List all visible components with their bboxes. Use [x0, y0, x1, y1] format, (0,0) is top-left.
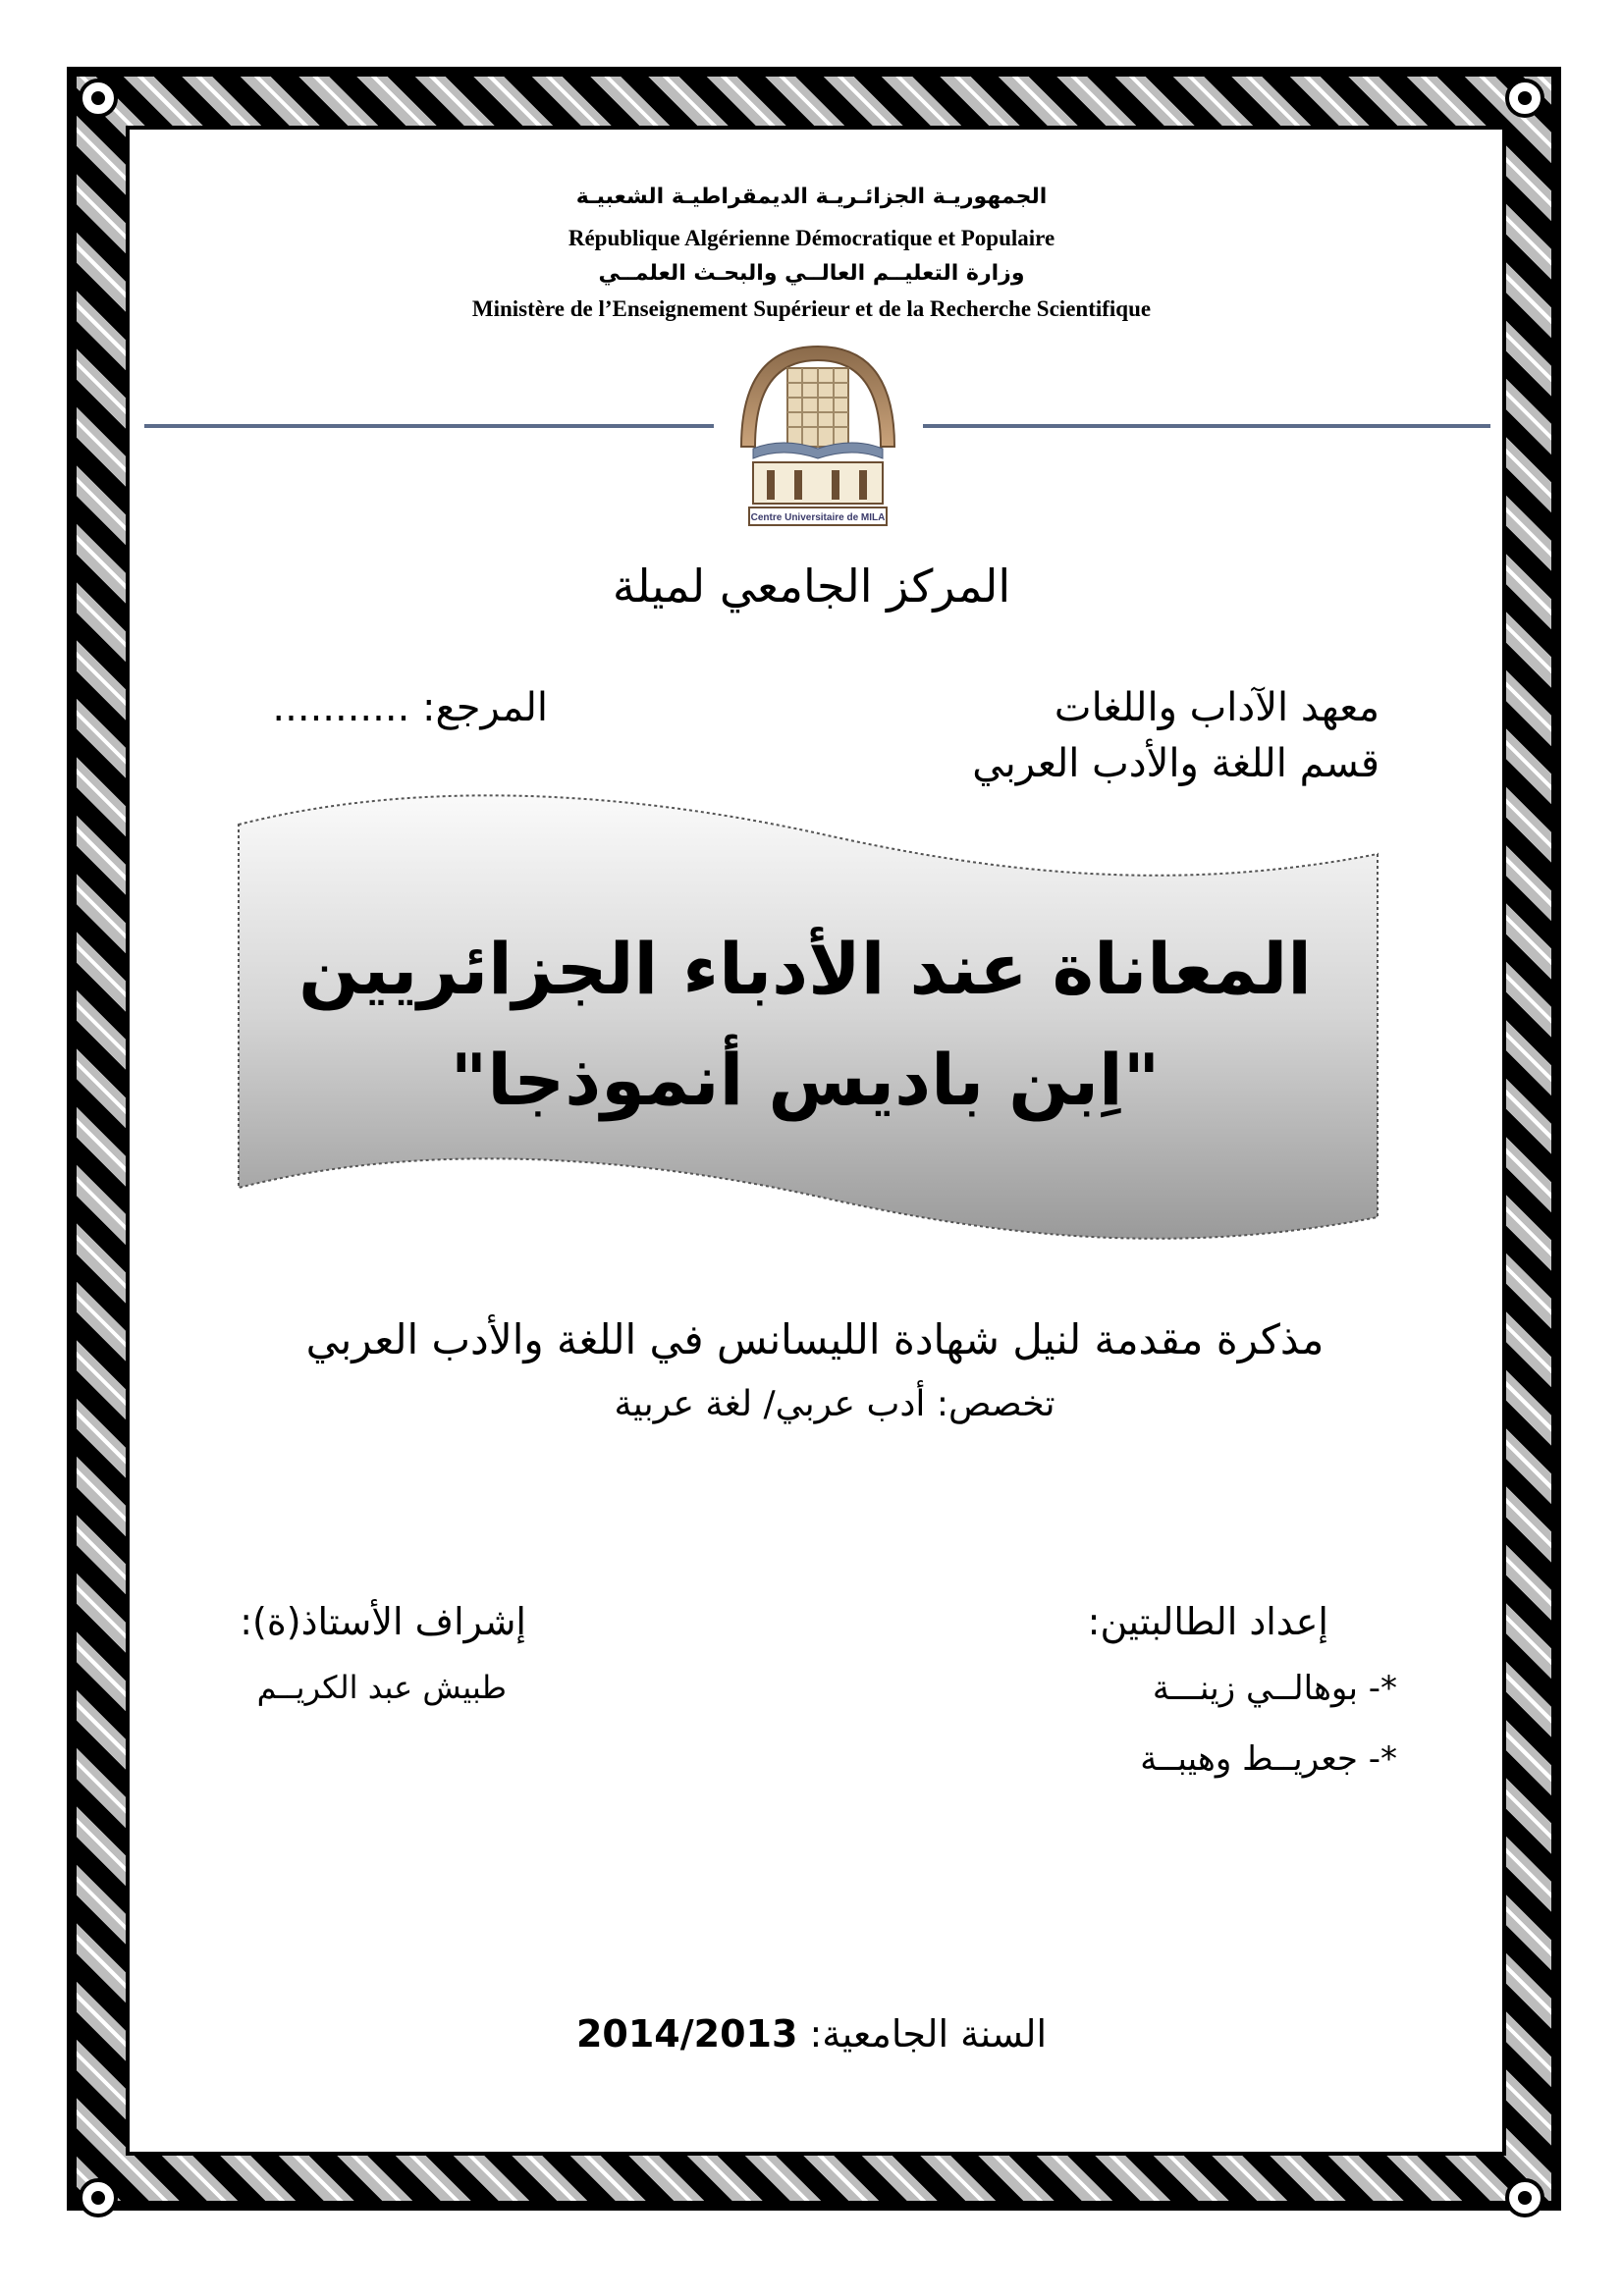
academic-year — [412, 2012, 1211, 2056]
institute-name: معهد الآداب واللغات — [1054, 685, 1380, 730]
ministry-french: Ministère de l’Enseignement Supérieur et de la Recherche Scientifique — [471, 296, 1152, 321]
republic-french: République Algérienne Démocratique et Populaire — [568, 226, 1055, 250]
republic-arabic: الجمهوريـة الجزائـريـة الديمقراطيـة الشعبيـة — [575, 185, 1048, 209]
institution-name: المركز الجامعي لميلة — [612, 560, 1011, 613]
thesis-title-line1: المعاناة عند الأدباء الجزائريين — [298, 928, 1312, 1010]
reference-field: المرجع: ........... — [272, 685, 548, 730]
corner-ornament — [79, 2178, 118, 2217]
ministry-arabic: وزارة التعليــم العالــي والبحـث العلمــي — [598, 261, 1025, 286]
svg-text:Centre Universitaire de MILA: Centre Universitaire de MILA — [750, 512, 886, 523]
student-name: *- بوهالــي زينـــة — [1152, 1669, 1397, 1708]
corner-ornament — [79, 79, 118, 118]
supervisor-name: طبيش عبد الكريــم — [256, 1669, 507, 1706]
header-rule-left — [144, 424, 714, 428]
student-name: *- جعريــط وهيبــة — [1140, 1739, 1397, 1779]
corner-ornament — [1505, 79, 1544, 118]
title-banner — [234, 785, 1382, 1256]
academic-year-value: 2014/2013 — [575, 2012, 798, 2056]
department-name: قسم اللغة والأدب العربي — [972, 741, 1380, 786]
academic-year-label: السنة الجامعية: — [809, 2012, 1048, 2056]
students-label: إعداد الطالبتين: — [1087, 1600, 1328, 1643]
corner-ornament — [1505, 2178, 1544, 2217]
header-rule-right — [923, 424, 1490, 428]
university-logo — [733, 339, 902, 528]
thesis-specialty: تخصص: أدب عربي/ لغة عربية — [614, 1384, 1055, 1424]
thesis-title-line2: "اِبن باديس أنموذجا" — [450, 1039, 1161, 1121]
thesis-purpose: مذكرة مقدمة لنيل شهادة الليسانس في اللغة والأدب العربي — [305, 1315, 1325, 1363]
supervisor-label: إشراف الأستاذ(ة): — [240, 1600, 526, 1643]
